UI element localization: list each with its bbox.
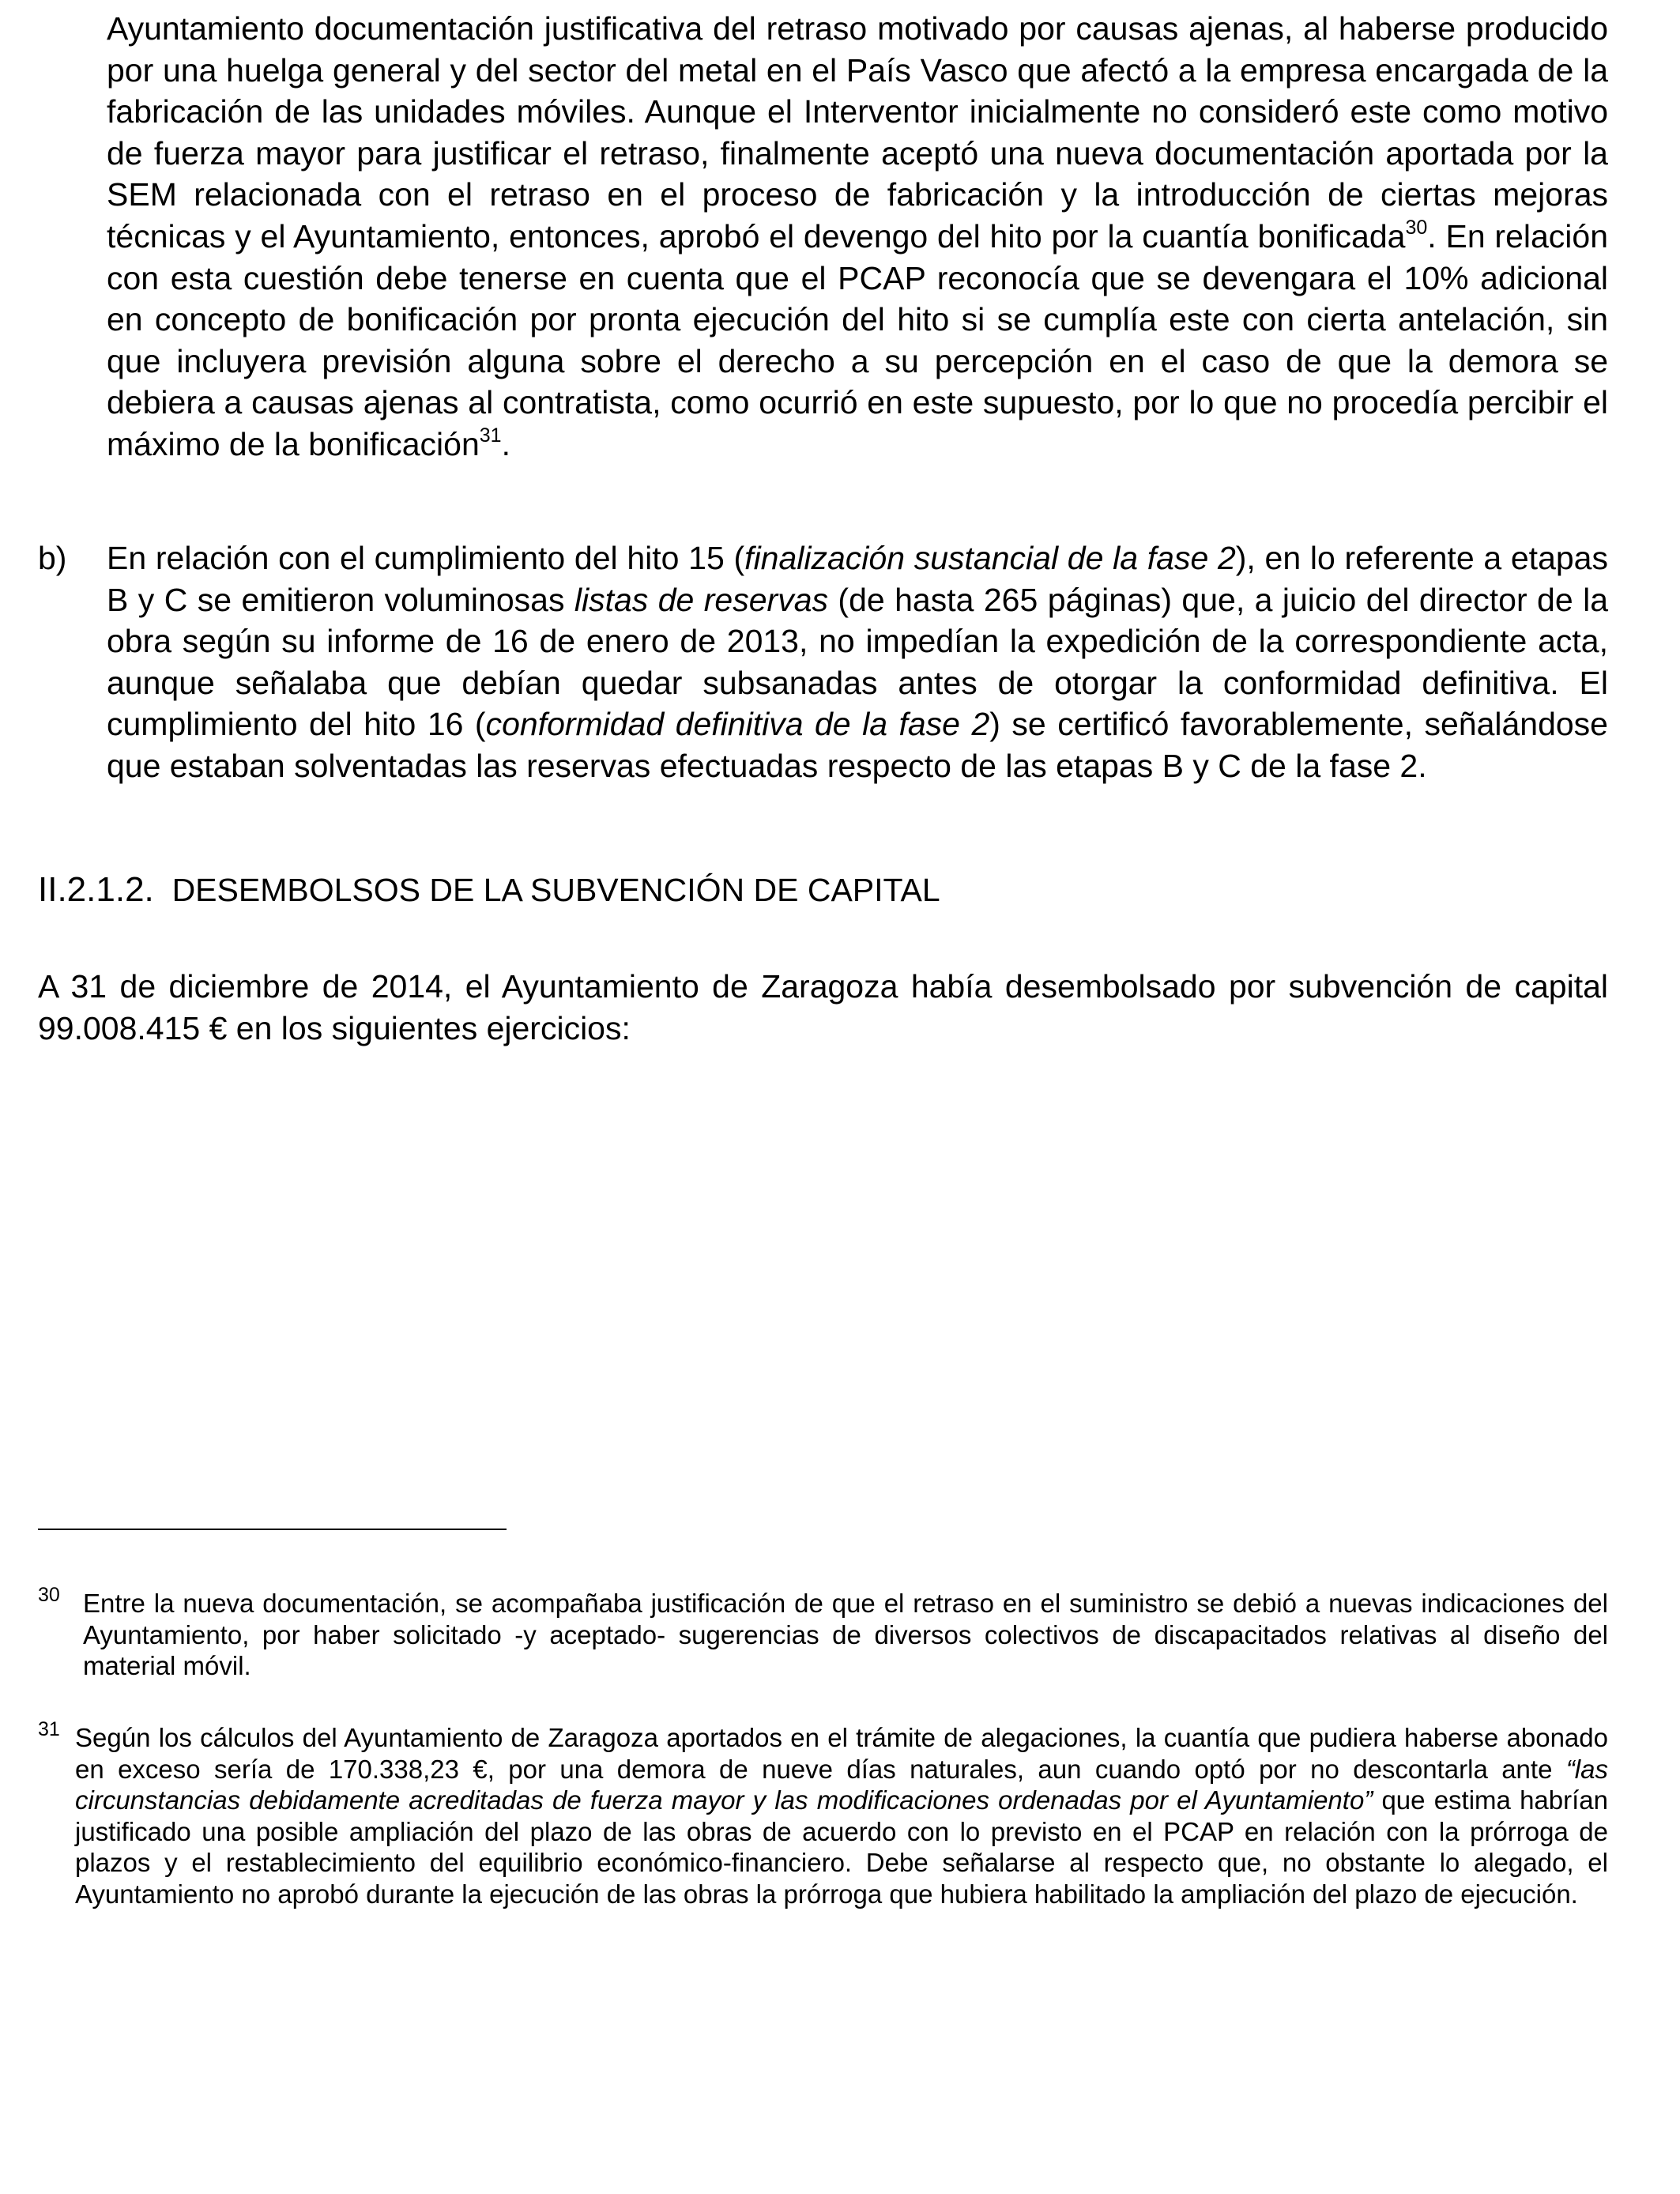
item-text: En relación con el cumplimiento del hito 15 (	[107, 540, 745, 576]
footnote-number: 31	[38, 1718, 60, 1740]
item-text: ), en lo referente a etapas B y C se emitieron voluminosas	[107, 540, 1608, 618]
section-heading	[38, 868, 940, 912]
footnote-separator	[38, 1529, 507, 1530]
section-number: II.2.1.2.	[38, 870, 154, 909]
footnote-reference-31[interactable]: 31	[479, 424, 502, 447]
item-text: ) se certificó favorablemente, señalándose que estaban solventadas las reservas efectuadas respecto de las etapas B y C de la fase 2.	[107, 706, 1608, 784]
footnote-quote: “las circunstancias debidamente acreditadas de fuerza mayor y las modificaciones ordenadas por el Ayuntamiento”	[75, 1754, 1608, 1815]
item-italic-text: conformidad definitiva de la fase 2	[485, 706, 990, 743]
item-italic-text: finalización sustancial de la fase 2	[744, 540, 1236, 576]
continuation-paragraph	[107, 8, 1608, 466]
footnote-text-part: que estima habrían justificado una posible ampliación del plazo de las obras de acuerdo con lo previsto en el PCAP en relación con la prórroga de plazos y el restablecimiento del equilibrio económico-financiero. Debe señalarse al respecto que, no obstante lo alegado, el Ayuntamiento no aprobó durante la ejecución de las obras la prórroga que hubiera habilitado la ampliación del plazo de ejecución.	[75, 1785, 1608, 1909]
footnote-number: 30	[38, 1584, 60, 1606]
footnote-text: Entre la nueva documentación, se acompañaba justificación de que el retraso en el suministro se debió a nuevas indicaciones del Ayuntamiento, por haber solicitado -y aceptado- sugerencias de diversos colectivos de discapacitados relativas al diseño del material móvil.	[83, 1589, 1608, 1680]
paragraph-text: . En relación con esta cuestión debe tenerse en cuenta que el PCAP reconocía que se devengara el 10% adicional en concepto de bonificación por pronta ejecución del hito si se cumplía este con cierta antelación, sin que incluyera previsión alguna sobre el derecho a su percepción en el caso de que la demora se debiera a causas ajenas al contratista, como ocurrió en este supuesto, por lo que no procedía percibir el máximo de la bonificación	[107, 217, 1609, 462]
list-marker: b)	[38, 540, 67, 576]
footnote-text	[75, 1722, 1608, 1909]
item-text: (de hasta 265 páginas) que, a juicio del director de la obra según su informe de 16 de enero de 2013, no impedían la expedición de la correspondiente acta, aunque señalaba que debían quedar subsanadas antes de otorgar la conformidad definitiva. El cumplimiento del hito 16 (	[107, 581, 1609, 743]
footnote-text-part: Según los cálculos del Ayuntamiento de Zaragoza aportados en el trámite de alegaciones, la cuantía que pudiera haberse abonado en exceso sería de 170.338,23 €, por una demora de nueve días naturales, aun cuando optó por no descontarla ante	[75, 1723, 1608, 1784]
item-italic-text: listas de reservas	[574, 581, 828, 618]
paragraph-text: .	[501, 425, 510, 462]
footnote-reference-30[interactable]: 30	[1405, 217, 1428, 239]
list-item-text	[107, 537, 1608, 787]
section-title: DESEMBOLSOS DE LA SUBVENCIÓN DE CAPITAL	[171, 872, 940, 908]
paragraph-text: Ayuntamiento documentación justificativa del retraso motivado por causas ajenas, al haberse producido por una huelga general y del sector del metal en el País Vasco que afectó a la empresa encargada de la fabricación de las unidades móviles. Aunque el Interventor inicialmente no consideró este como motivo de fuerza mayor para justificar el retraso, finalmente aceptó una nueva documentación aportada por la SEM relacionada con el retraso en el proceso de fabricación y la introducción de ciertas mejoras técnicas y el Ayuntamiento, entonces, aprobó el devengo del hito por la cuantía bonificada	[107, 10, 1608, 254]
intro-paragraph: A 31 de diciembre de 2014, el Ayuntamiento de Zaragoza había desembolsado por subvención de capital 99.008.415 € en los siguientes ejercicios:	[38, 968, 1608, 1046]
